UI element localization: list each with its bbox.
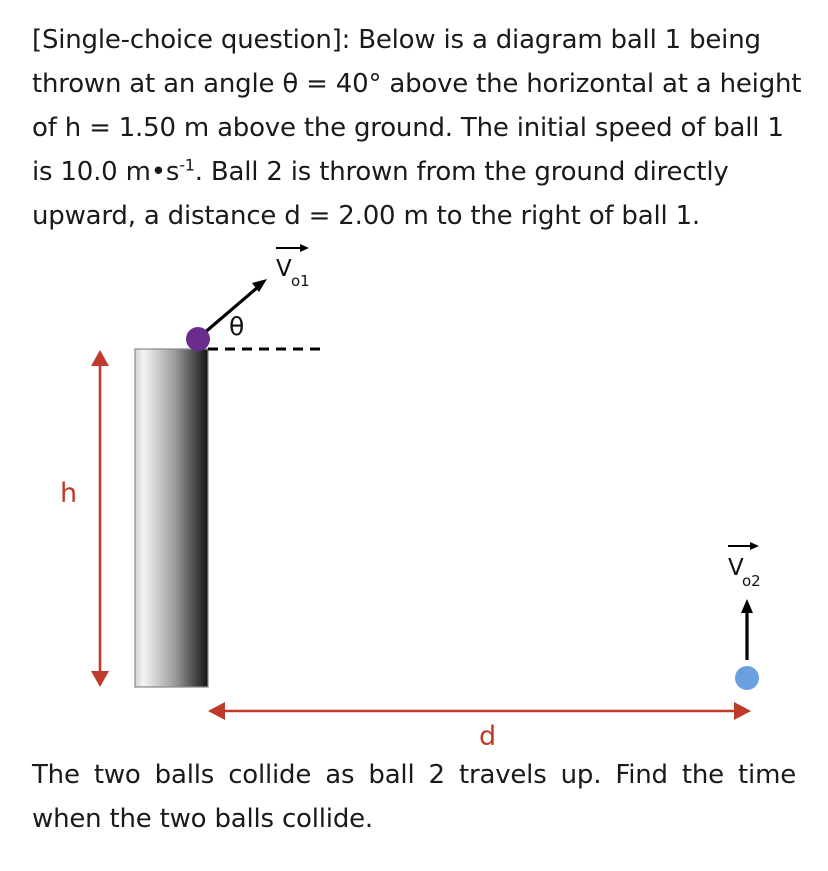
conclusion-line1: The two balls collide as ball 2 travels up. Find the time xyxy=(32,760,796,790)
velocity2-symbol: V xyxy=(728,555,744,581)
velocity1-label xyxy=(276,244,310,290)
vector-arrow-icon xyxy=(276,244,309,252)
velocity1-symbol: V xyxy=(276,256,292,282)
velocity1-subscript: o1 xyxy=(291,272,310,290)
speed-exponent: -1 xyxy=(179,155,195,175)
angle-label: θ xyxy=(229,312,245,341)
velocity2-arrow xyxy=(741,599,753,660)
question-tag: [Single-choice question]: xyxy=(32,25,359,55)
conclusion-line2: when the two balls collide. xyxy=(32,804,373,834)
question-body-part1: Below is a diagram ball 1 being thrown at an angle θ = 40° above the horizontal at a height of h = 1.50 m above the ground. The initial speed of ball 1 is 10.0 m•s xyxy=(32,25,802,187)
question-body-part2: . Ball 2 is thrown from the ground directly upward, a distance d = 2.00 m to the right of ball 1. xyxy=(32,157,729,231)
distance-dimension-arrow xyxy=(208,702,751,720)
velocity2-label xyxy=(728,542,761,590)
velocity2-subscript: o2 xyxy=(742,572,761,590)
vector-arrow-icon xyxy=(728,542,759,550)
conclusion-text xyxy=(32,753,796,841)
height-dimension-arrow xyxy=(91,350,109,687)
distance-label: d xyxy=(479,721,497,752)
height-label: h xyxy=(60,478,78,509)
wall xyxy=(135,349,208,687)
ball2 xyxy=(735,666,759,690)
ball1 xyxy=(186,327,210,351)
